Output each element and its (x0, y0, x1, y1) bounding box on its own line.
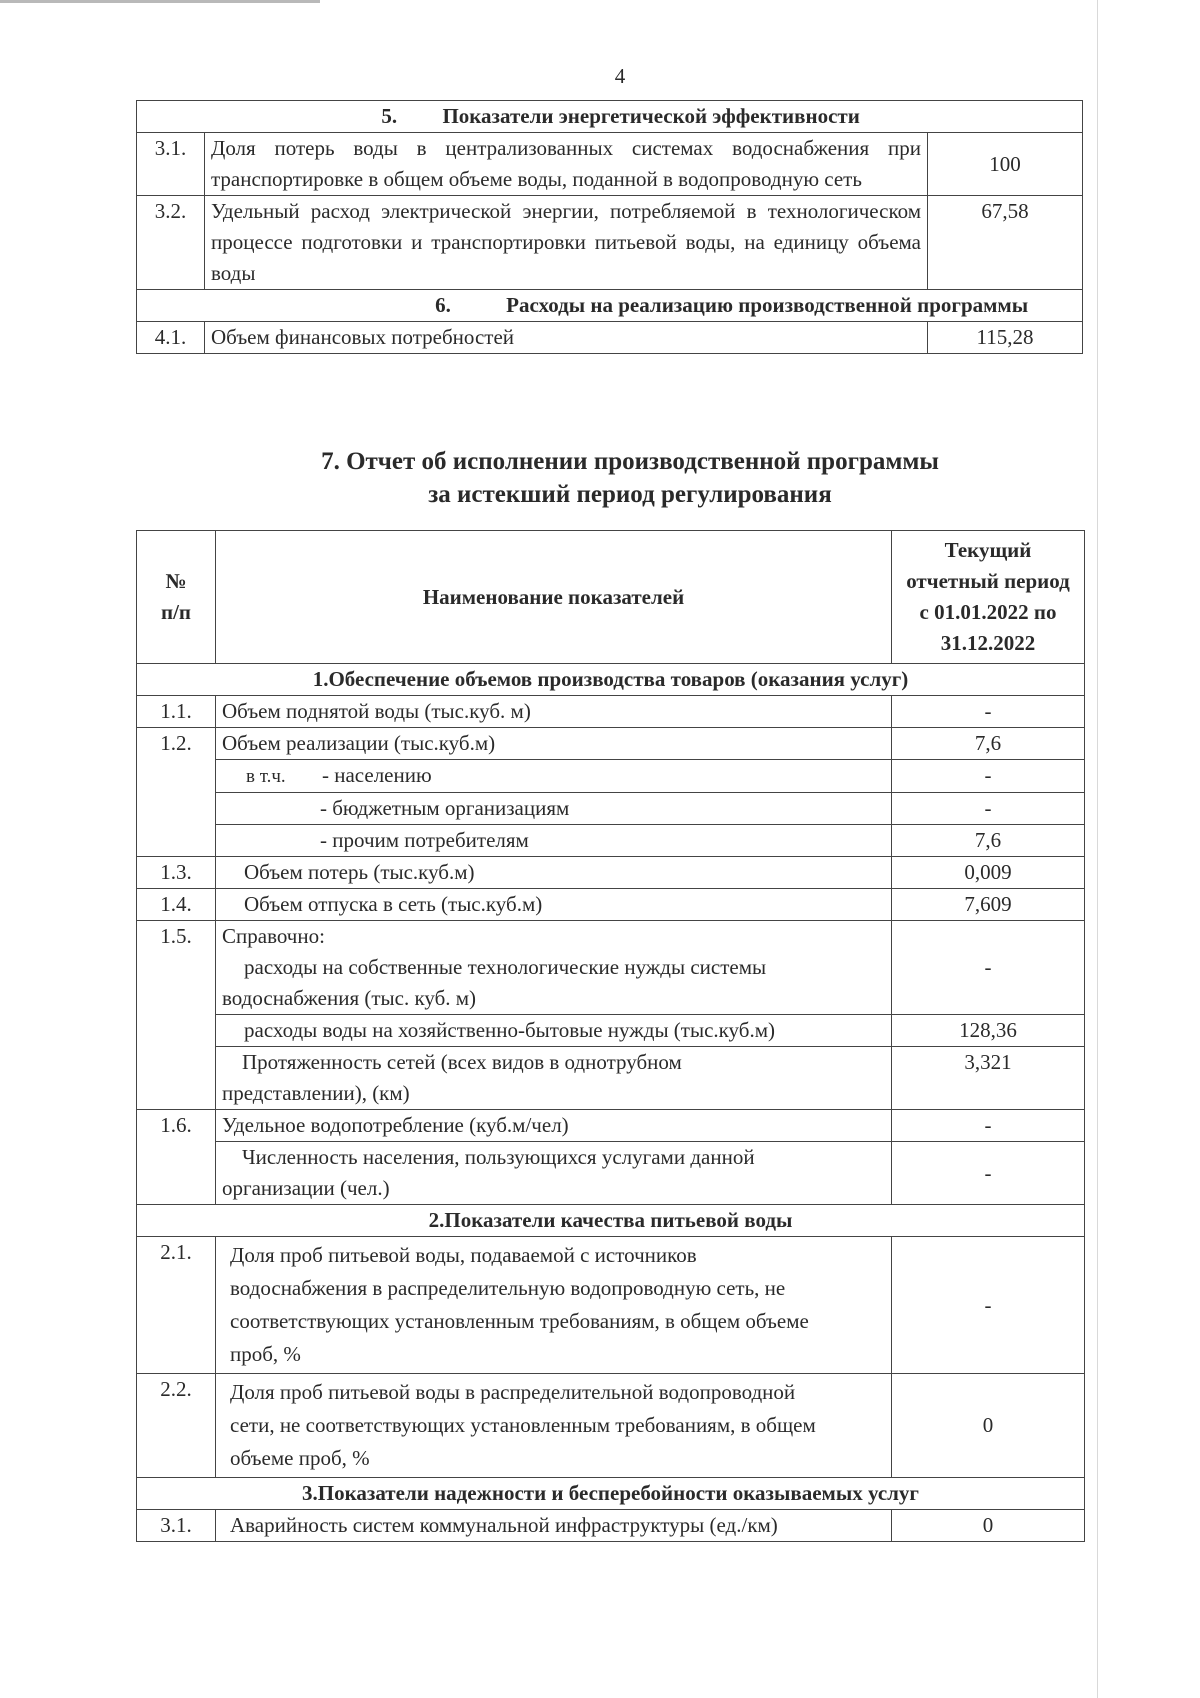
header-number-cell (137, 531, 216, 664)
row-text: - бюджетным организациям (216, 793, 892, 825)
row-text-cell (216, 1142, 892, 1205)
row-value: 128,36 (892, 1015, 1085, 1047)
row-text: - прочим потребителям (216, 825, 892, 857)
row-text: расходы на собственные технологические нужды системы (244, 955, 767, 979)
header-period-line: отчетный период (906, 569, 1070, 593)
row-number: 1.6. (137, 1110, 216, 1205)
row-text: Аварийность систем коммунальной инфраструктуры (ед./км) (216, 1510, 892, 1542)
row-value: - (892, 1237, 1085, 1374)
row-value: - (892, 1110, 1085, 1142)
table-row (137, 825, 1085, 857)
table-row (137, 133, 1083, 196)
row-value: 7,6 (892, 825, 1085, 857)
row-number: 3.1. (137, 133, 205, 196)
section-header-row (137, 1478, 1085, 1510)
row-value: 67,58 (928, 196, 1083, 290)
row-text: Объем потерь (тыс.куб.м) (216, 857, 892, 889)
header-number-line: п/п (160, 600, 192, 624)
row-text: - населению (322, 763, 432, 787)
row-value: - (892, 696, 1085, 728)
row-number: 1.2. (137, 728, 216, 857)
table-row (137, 1374, 1085, 1478)
table-row (137, 857, 1085, 889)
table-row (137, 1015, 1085, 1047)
section-header-row (137, 290, 1083, 322)
header-name-cell: Наименование показателей (216, 531, 892, 664)
row-text: водоснабжения (тыс. куб. м) (222, 986, 477, 1010)
section-header: 2.Показатели качества питьевой воды (137, 1205, 1085, 1237)
row-text: Численность населения, пользующихся услугами данной (242, 1145, 755, 1169)
row-prefix: в т.ч. (246, 766, 286, 787)
row-value: 100 (928, 133, 1083, 196)
row-number: 3.2. (137, 196, 205, 290)
row-text: Протяженность сетей (всех видов в однотрубном (242, 1050, 682, 1074)
table-row (137, 728, 1085, 760)
row-number: 1.1. (137, 696, 216, 728)
energy-efficiency-table (136, 100, 1083, 354)
row-value: 0 (892, 1510, 1085, 1542)
header-period-line: Текущий (944, 538, 1032, 562)
table-row (137, 793, 1085, 825)
row-text: Удельное водопотребление (куб.м/чел) (216, 1110, 892, 1142)
scan-edge-right (1097, 0, 1098, 1698)
row-text: Объем финансовых потребностей (205, 322, 928, 354)
header-period-cell (892, 531, 1085, 664)
table-row (137, 760, 1085, 793)
table-row (137, 322, 1083, 354)
section-header: 1.Обеспечение объемов производства товаров (оказания услуг) (137, 664, 1085, 696)
section-number: 6. (435, 293, 451, 317)
section-header-row (137, 1205, 1085, 1237)
table-row (137, 696, 1085, 728)
report-title-line-2: за истекший период регулирования (428, 481, 832, 508)
row-value: 0,009 (892, 857, 1085, 889)
section-header-row (137, 664, 1085, 696)
program-report-table (136, 530, 1085, 1542)
scan-edge-top (0, 0, 320, 3)
table-row (137, 196, 1083, 290)
row-text-cell (216, 1047, 892, 1110)
row-text: Объем отпуска в сеть (тыс.куб.м) (216, 889, 892, 921)
row-number: 2.2. (137, 1374, 216, 1478)
row-text-cell (216, 921, 892, 1015)
header-period-line: 31.12.2022 (940, 631, 1036, 655)
section-number: 5. (381, 104, 398, 128)
section-header (137, 101, 1083, 133)
table-row (137, 1047, 1085, 1110)
row-text: Объем поднятой воды (тыс.куб. м) (216, 696, 892, 728)
table-row (137, 1510, 1085, 1542)
report-title-line-1: 7. Отчет об исполнении производственной программы (321, 448, 939, 475)
row-number: 2.1. (137, 1237, 216, 1374)
section-title: Показатели энергетической эффективности (442, 104, 860, 128)
row-value: - (892, 760, 1085, 793)
row-number: 1.3. (137, 857, 216, 889)
page-number: 4 (614, 64, 626, 88)
row-text: Доля потерь воды в централизованных системах водоснабжения при транспортировке в общем объеме воды, поданной в водопроводную сеть (205, 133, 928, 196)
section-title: Расходы на реализацию производственной программы (506, 293, 1029, 317)
row-value: - (892, 1142, 1085, 1205)
header-number-line: № (165, 569, 187, 593)
row-text: Доля проб питьевой воды, подаваемой с источников водоснабжения в распределительную водопроводную сеть, не соответствующих установленным требованиям, в общем объеме проб, % (216, 1237, 892, 1374)
table-row (137, 1237, 1085, 1374)
row-text: представлении), (км) (222, 1081, 410, 1105)
row-value: 7,609 (892, 889, 1085, 921)
section-header (137, 290, 1083, 322)
row-value: - (892, 921, 1085, 1015)
row-label: Справочно: (222, 924, 325, 948)
row-text: организации (чел.) (222, 1176, 390, 1200)
row-text-cell (216, 760, 892, 793)
section-header-row (137, 101, 1083, 133)
row-value: 115,28 (928, 322, 1083, 354)
row-value: 7,6 (892, 728, 1085, 760)
row-number: 1.5. (137, 921, 216, 1110)
table-row (137, 889, 1085, 921)
header-row (137, 531, 1085, 664)
header-period-line: с 01.01.2022 по (919, 600, 1057, 624)
section-header: 3.Показатели надежности и бесперебойности оказываемых услуг (137, 1478, 1085, 1510)
row-value: 3,321 (892, 1047, 1085, 1110)
row-number: 3.1. (137, 1510, 216, 1542)
row-number: 4.1. (137, 322, 205, 354)
row-text: Объем реализации (тыс.куб.м) (216, 728, 892, 760)
row-text: Доля проб питьевой воды в распределительной водопроводной сети, не соответствующих установленным требованиям, в общем объеме проб, % (216, 1374, 892, 1478)
row-value: 0 (892, 1374, 1085, 1478)
table-row (137, 1142, 1085, 1205)
table-row (137, 921, 1085, 1015)
row-text: расходы воды на хозяйственно-бытовые нужды (тыс.куб.м) (216, 1015, 892, 1047)
row-value: - (892, 793, 1085, 825)
row-text: Удельный расход электрической энергии, потребляемой в технологическом процессе подготовки и транспортировки питьевой воды, на единицу объема воды (205, 196, 928, 290)
table-row (137, 1110, 1085, 1142)
row-number: 1.4. (137, 889, 216, 921)
